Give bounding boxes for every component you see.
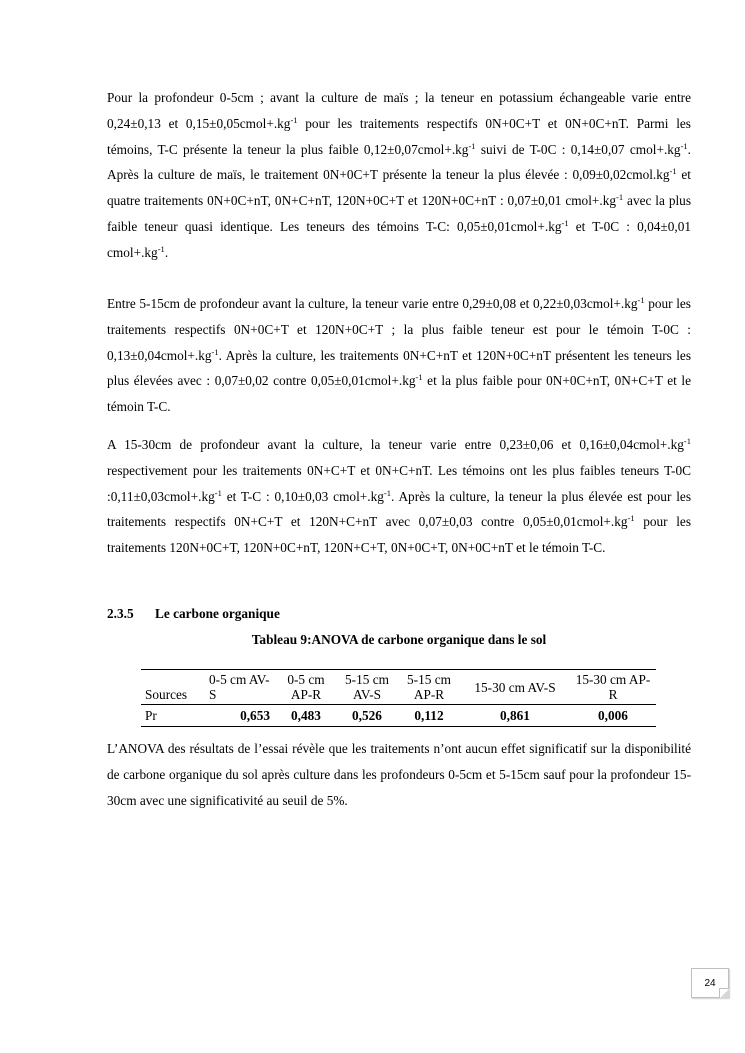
table-header-cell: 15-30 cm AP-R bbox=[575, 672, 651, 702]
table-cell: Pr bbox=[145, 708, 157, 723]
anova-table bbox=[141, 669, 656, 727]
section-number: 2.3.5 bbox=[107, 606, 134, 621]
paragraph-anova-result: L’ANOVA des résultats de l’essai révèle que les traitements n’ont aucun effet significatif sur la disponibilité de carbone organique du sol après culture dans les profondeurs 0-5cm et 5-15cm sauf pour la profondeur 15-30cm avec une significativité au seuil de 5%. bbox=[107, 741, 691, 808]
table-header-cell: 5-15 cm AP-R bbox=[407, 672, 451, 702]
section-title: Le carbone organique bbox=[155, 606, 280, 621]
table-cell: 0,526 bbox=[352, 708, 382, 723]
table-header-row bbox=[141, 670, 656, 705]
table-caption: Tableau 9:ANOVA de carbone organique dans le sol bbox=[251, 632, 547, 647]
section-heading bbox=[107, 604, 280, 624]
table-header-cell: 0-5 cm AV-S bbox=[209, 672, 270, 702]
table-cell: 0,861 bbox=[500, 708, 530, 723]
page-fold-icon bbox=[719, 988, 729, 998]
table-header-cell: Sources bbox=[145, 687, 188, 702]
paragraph-potassium-0-5cm: Pour la profondeur 0-5cm ; avant la culture de maïs ; la teneur en potassium échangeable varie entre 0,24±0,13 et $0,15\pm 0,05cmol+.kg^{-1}$ pour les traitements respectifs 0N+0C+T et 0N+0C+nT. Parmi les témoins, T-C présente la teneur la plus faible $0,12\pm 0,07cmol+.kg^{-1}$ suivi de T-0C : 0,14±0,07 $cmol+.kg^{-1}$. Après la culture de maïs, le traitement 0N+0C+T présente la teneur la plus élevée : $0,09\pm 0,02cmol.kg^{-1}$ et quatre traitements 0N+0C+nT, 0N+C+nT, 120N+0C+T et 120N+0C+nT : 0,07±0,01 $cmol+.kg^{-1}$ avec la plus faible teneur quasi identique. Les teneurs des témoins T-C: $0,05\pm 0,01cmol+.kg^{-1}$ et T-0C : 0,04±0,01 $cmol+.kg^{-1}$. bbox=[107, 90, 691, 260]
table-header-cell: 0-5 cm AP-R bbox=[287, 672, 325, 702]
page-number: 24 bbox=[704, 977, 716, 989]
table-cell: 0,653 bbox=[240, 708, 270, 723]
table-row bbox=[141, 705, 656, 727]
table-cell: 0,006 bbox=[598, 708, 628, 723]
page-number-box bbox=[691, 968, 729, 998]
table-header-cell: 15-30 cm AV-S bbox=[474, 679, 556, 695]
table-header-cell: 5-15 cm AV-S bbox=[345, 672, 389, 702]
table-cell: 0,483 bbox=[291, 708, 321, 723]
paragraph-potassium-15-30cm: A 15-30cm de profondeur avant la culture, la teneur varie entre 0,23±0,06 et $0,16\pm 0,04cmol+.kg^{-1}$ respectivement pour les traitements 0N+C+T et 0N+C+nT. Les témoins ont les plus faibles teneurs T-0C $:0,11\pm 0,03cmol+.kg^{-1}$ et T-C : 0,10±0,03 $cmol+.kg^{-1}$. Après la culture, la teneur la plus élevée est pour les traitements respectifs 0N+C+T et 120N+C+nT avec 0,07±0,03 contre $0,05\pm 0,01cmol+.kg^{-1}$ pour les traitements 120N+0C+T, 120N+0C+nT, 120N+C+T, 0N+0C+T, 0N+0C+nT et le témoin T-C. bbox=[107, 436, 691, 556]
paragraph-potassium-5-15cm: Entre 5-15cm de profondeur avant la culture, la teneur varie entre 0,29±0,08 et $0,22\pm 0,03cmol+.kg^{-1}$ pour les traitements respectifs 0N+0C+T et 120N+0C+T ; la plus faible teneur est pour le témoin T-0C : $0,13\pm 0,04cmol+.kg^{-1}$. Après la culture, les traitements 0N+C+nT et 120N+0C+nT présentent les teneurs les plus élevées avec : 0,07±0,02 contre $0,05\pm 0,01cmol+.kg^{-1}$ et la plus faible pour 0N+0C+nT, 0N+C+T et le témoin T-C. bbox=[107, 295, 691, 415]
table-cell: 0,112 bbox=[414, 708, 444, 723]
